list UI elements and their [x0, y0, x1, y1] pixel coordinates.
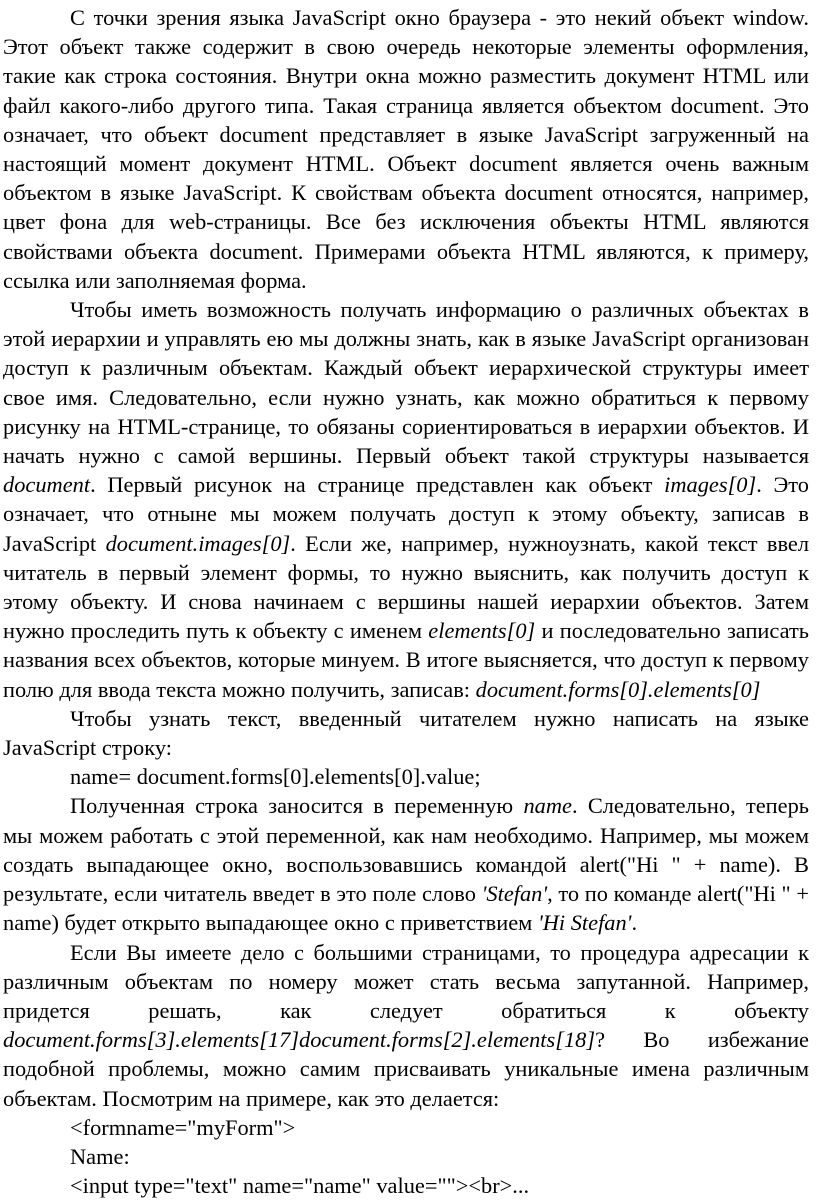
italic-term: document — [3, 472, 91, 498]
italic-term: elements[0] — [428, 618, 536, 644]
paragraph-variable-name — [3, 791, 809, 937]
code-line-input-tag: <input type="text" name="name" value=""><br>... — [70, 1173, 530, 1199]
italic-term: document.forms[0].elements[0] — [475, 676, 761, 702]
paragraph-window-object: С точки зрения языка JavaScript окно браузера - это некий объект window. Этот объект также содержит в свою очередь некоторые элементы оформления, такие как строка состояния. Внутри окна можно разместить документ HTML или файл какого-либо другого типа. Такая страница является объектом document. Это означает, что объект document представляет в языке JavaScript загруженный на настоящий момент документ HTML. Объект document является очень важным объектом в языке JavaScript. К свойствам объекта document относятся, например, цвет фона для web-страницы. Все без исключения объекты HTML являются свойствами объекта document. Примерами объекта HTML являются, к примеру, ссылка или заполняемая форма. — [3, 5, 809, 293]
italic-term: images[0] — [664, 472, 757, 498]
text-run: Чтобы иметь возможность получать информацию о различных объектах в этой иерархии и управлять ею мы должны знать, как в языке JavaScript организован доступ к различным объектам. Каждый объект иерархической структуры имеет свое имя. Следовательно, если нужно узнать, как можно обратиться к первому рисунку на HTML-странице, то обязаны сориентироваться в иерархии объектов. И начать нужно с самой вершины. Первый объект такой структуры называется — [3, 297, 809, 469]
text-run: . Это означает, что отныне мы можем получать доступ к этому объекту, записав в JavaScript — [3, 472, 809, 556]
italic-term: 'Stefan' — [481, 881, 548, 907]
paragraph-object-hierarchy — [3, 295, 809, 704]
paragraph-read-input: Чтобы узнать текст, введенный читателем нужно написать на языке JavaScript строку: — [3, 705, 809, 761]
text-run: . Первый рисунок на странице представлен как объект — [90, 472, 665, 498]
text-run: . — [631, 910, 638, 936]
text-run: , то по команде alert("Hi " + name) будет открыто выпадающее окно с приветствием — [3, 881, 809, 936]
text-run: . Следовательно, теперь мы можем работать с этой переменной, как нам необходимо. Например, мы можем создать выпадающее окно, воспользовавшись командой alert("Hi " + name). В результате, если читатель введет в это поле слово — [3, 793, 810, 907]
paragraph-unique-names — [3, 938, 809, 1113]
text-run: ? Во избежание подобной проблемы, можно самим присваивать уникальные имена различным объектам. Посмотрим на примере, как это делается: — [3, 1027, 809, 1111]
code-line-form-tag: <formname="myForm"> — [70, 1114, 296, 1140]
text-run: Если Вы имеете дело с большими страницами, то процедура адресации к различным объектам по номеру может стать весьма запутанной. Например, придется решать, как следует обратиться к объекту — [3, 939, 809, 1023]
text-run: и последовательно записать названия всех объектов, которые минуем. В итоге выясняется, что доступ к первому полю для ввода текста можно получить, записав: — [3, 618, 809, 702]
italic-term: 'Hi Stefan' — [537, 910, 632, 936]
italic-term: name — [523, 793, 572, 819]
italic-term: document.forms[3].elements[17]document.forms[2].elements[18] — [3, 1027, 596, 1053]
code-line-name-assignment: name= document.forms[0].elements[0].value; — [70, 764, 481, 790]
italic-term: document.images[0] — [105, 530, 291, 556]
code-line-name-label: Name: — [70, 1143, 130, 1169]
text-run: . Если же, например, нужноузнать, какой текст ввел читатель в первый элемент формы, то нужно выяснить, как получить доступ к этому объекту. И снова начинаем с вершины нашей иерархии объектов. Затем нужно проследить путь к объекту с именем — [3, 530, 809, 644]
text-run: Полученная строка заносится в переменную — [70, 793, 524, 819]
